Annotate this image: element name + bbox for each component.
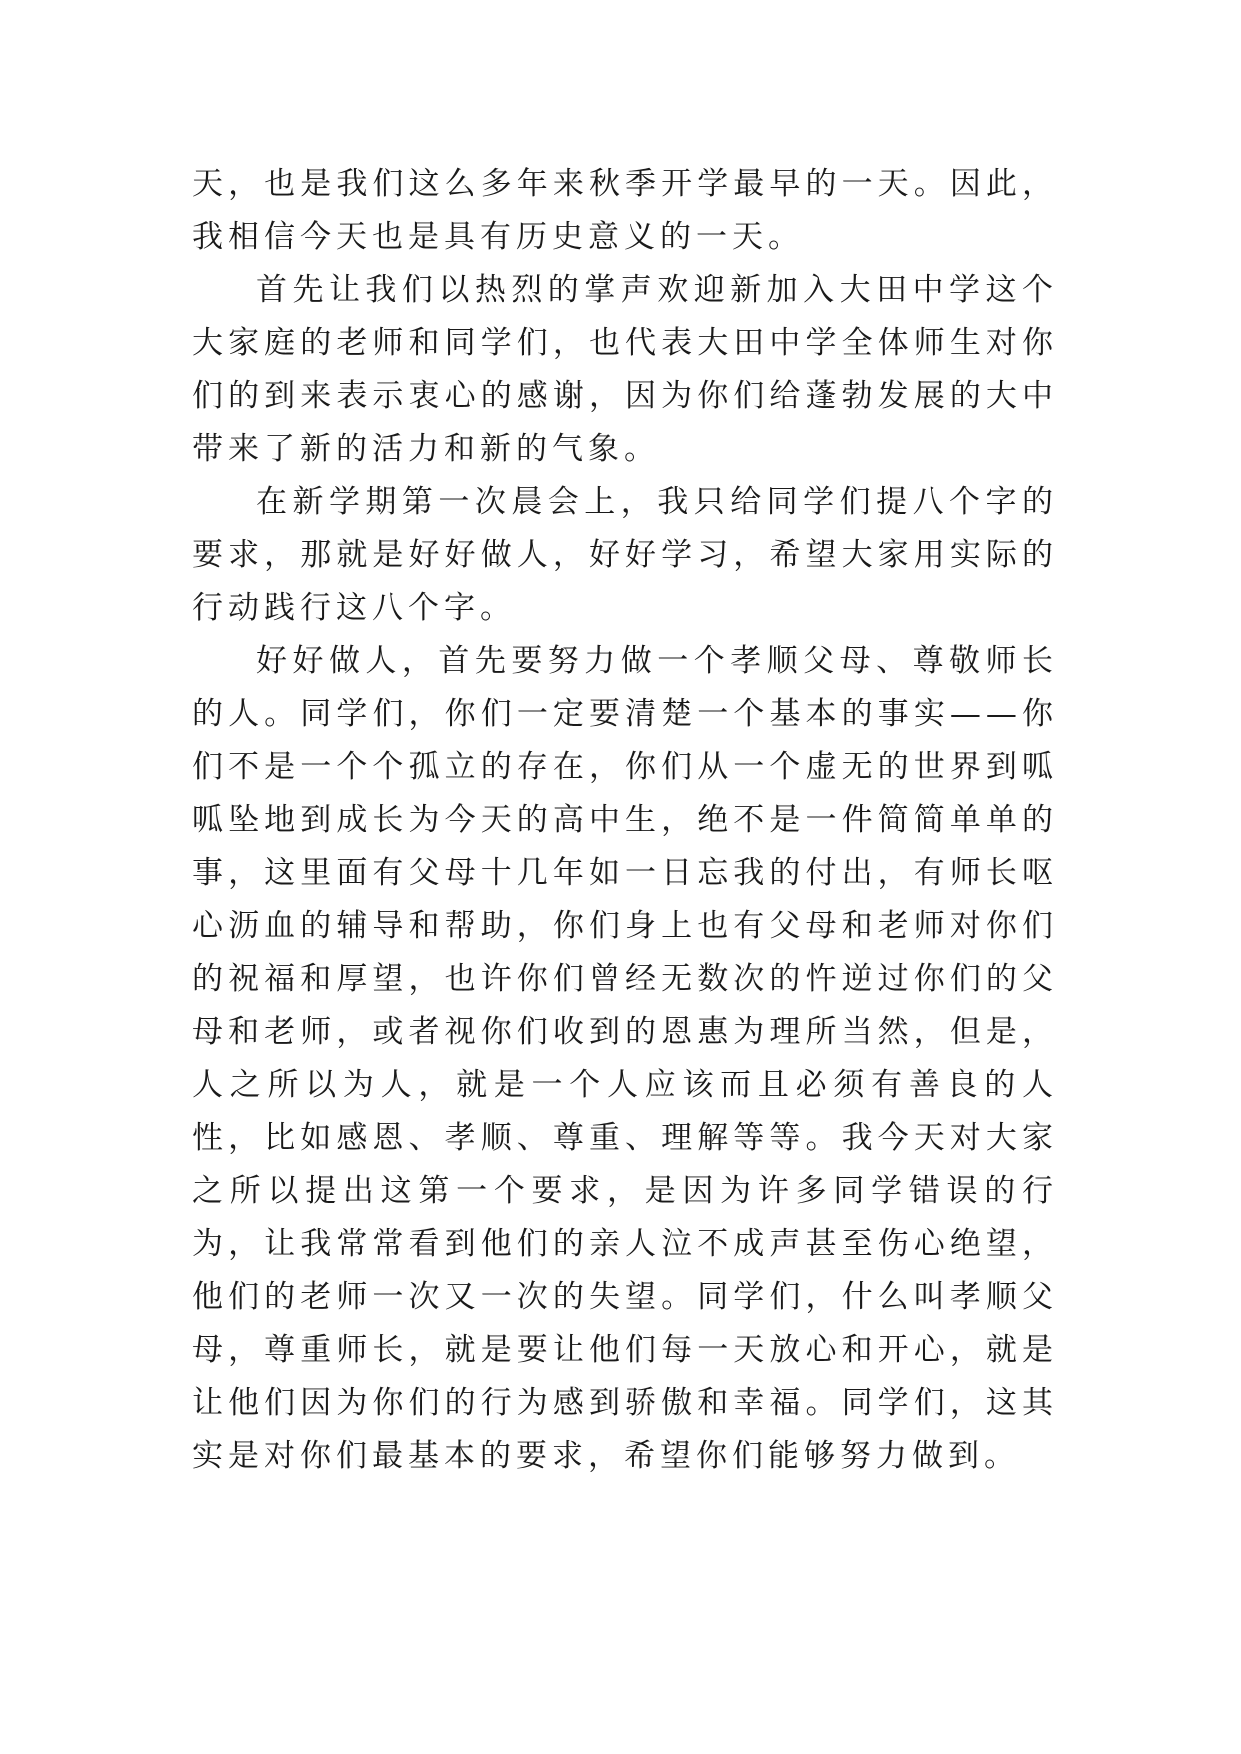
paragraph-4: 好好做人，首先要努力做一个孝顺父母、尊敬师长的人。同学们，你们一定要清楚一个基本的事实——你们不是一个个孤立的存在，你们从一个虚无的世界到呱呱坠地到成长为今天的高中生，绝不是一件简简单单的事，这里面有父母十几年如一日忘我的付出，有师长呕心沥血的辅导和帮助，你们身上也有父母和老师对你们的祝福和厚望，也许你们曾经无数次的忤逆过你们的父母和老师，或者视你们收到的恩惠为理所当然，但是，人之所以为人，就是一个人应该而且必须有善良的人性，比如感恩、孝顺、尊重、理解等等。我今天对大家之所以提出这第一个要求，是因为许多同学错误的行为，让我常常看到他们的亲人泣不成声甚至伤心绝望，他们的老师一次又一次的失望。同学们，什么叫孝顺父母，尊重师长，就是要让他们每一天放心和开心，就是让他们因为你们的行为感到骄傲和幸福。同学们，这其实是对你们最基本的要求，希望你们能够努力做到。 [192,643,1058,1474]
paragraph-1: 天，也是我们这么多年来秋季开学最早的一天。因此，我相信今天也是具有历史意义的一天。 [192,166,1058,255]
paragraph-3: 在新学期第一次晨会上，我只给同学们提八个字的要求，那就是好好做人，好好学习，希望大家用实际的行动践行这八个字。 [192,484,1058,626]
document-body [192,158,1058,1483]
paragraph-2: 首先让我们以热烈的掌声欢迎新加入大田中学这个大家庭的老师和同学们，也代表大田中学全体师生对你们的到来表示衷心的感谢，因为你们给蓬勃发展的大中带来了新的活力和新的气象。 [192,272,1058,467]
